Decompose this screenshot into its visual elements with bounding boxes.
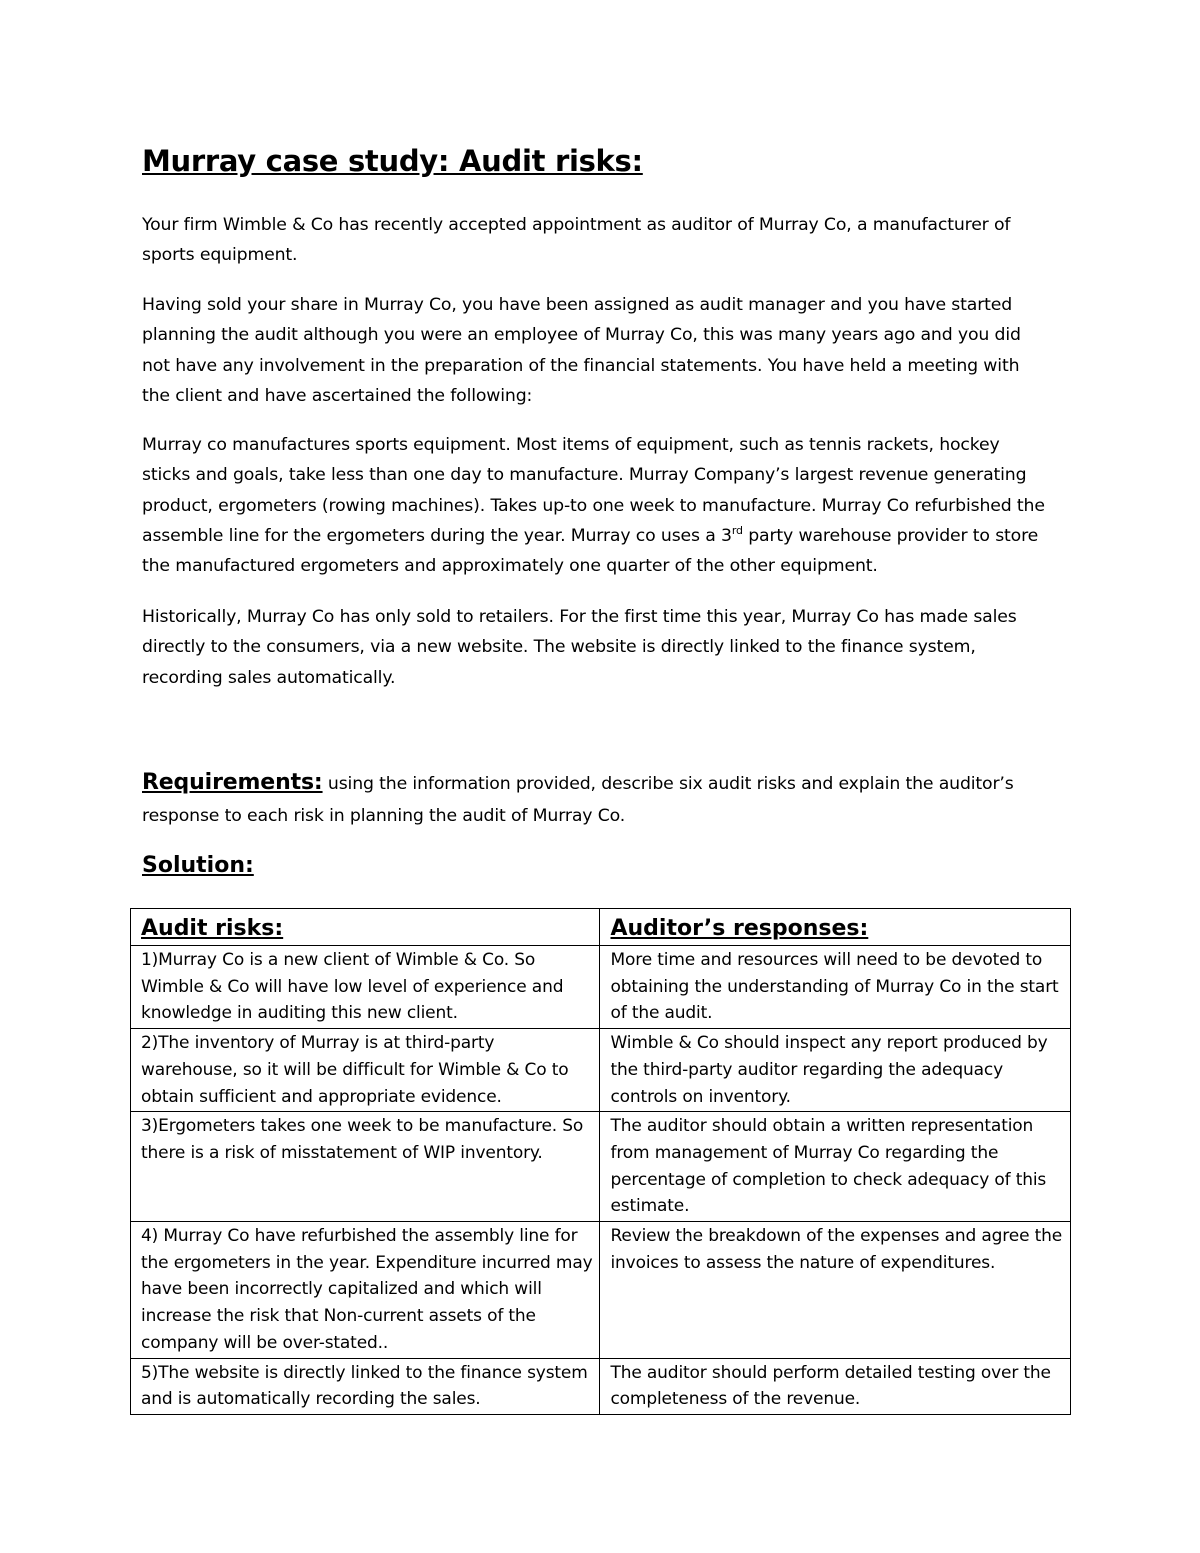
risk-cell: 3)Ergometers takes one week to be manufacture. So there is a risk of misstatement of WIP inventory. [131,1112,600,1222]
table-row [131,1222,1071,1359]
table-header-row [131,909,1071,946]
paragraph-appointment: Your firm Wimble & Co has recently accepted appointment as auditor of Murray Co, a manufacturer of sports equipment. [142,215,1011,266]
table-row [131,1358,1071,1414]
risk-cell: 1)Murray Co is a new client of Wimble & Co. So Wimble & Co will have low level of experience and knowledge in auditing this new client. [131,946,600,1029]
requirements-label: Requirements: [142,770,323,795]
table-row [131,1112,1071,1222]
response-cell: The auditor should obtain a written representation from management of Murray Co regarding the percentage of completion to check adequacy of this estimate. [600,1112,1071,1222]
header-auditor-responses: Auditor’s responses: [600,909,1071,946]
risk-cell: 4) Murray Co have refurbished the assembly line for the ergometers in the year. Expenditure incurred may have been incorrectly capitalized and which will increase the risk that Non-current assets of the company will be over-stated.. [131,1222,600,1359]
header-audit-risks: Audit risks: [131,909,600,946]
response-cell: The auditor should perform detailed testing over the completeness of the revenue. [600,1358,1071,1414]
solution-heading: Solution: [142,853,254,878]
requirements-text: using the information provided, describe six audit risks and explain the auditor’s response to each risk in planning the audit of Murray Co. [142,774,1014,826]
paragraph-sales: Historically, Murray Co has only sold to retailers. For the first time this year, Murray Co has made sales directly to the consumers, via a new website. The website is directly linked to the finance system, recording sales automatically. [142,607,1017,688]
paragraph-operations-text-cont: party warehouse provider to store the manufactured ergometers and approximately one quarter of the other equipment. [142,525,1039,577]
requirements-paragraph [142,767,1052,832]
paragraph-background: Having sold your share in Murray Co, you have been assigned as audit manager and you have started planning the audit although you were an employee of Murray Co, this was many years ago and you did not have any involvement in the preparation of the financial statements. You have held a meeting with the client and have ascertained the following: [142,295,1021,406]
risk-cell: 2)The inventory of Murray is at third-party warehouse, so it will be difficult for Wimble & Co to obtain sufficient and appropriate evidence. [131,1029,600,1112]
response-cell: More time and resources will need to be devoted to obtaining the understanding of Murray Co in the start of the audit. [600,946,1071,1029]
response-cell: Review the breakdown of the expenses and agree the invoices to assess the nature of expenditures. [600,1222,1071,1359]
document-title: Murray case study: Audit risks: [142,144,643,178]
paragraph-operations [142,430,1052,581]
table-row [131,946,1071,1029]
table-row [131,1029,1071,1112]
response-cell: Wimble & Co should inspect any report produced by the third-party auditor regarding the adequacy controls on inventory. [600,1029,1071,1112]
audit-risks-table [130,908,1071,1415]
superscript-ordinal: rd [731,524,743,538]
paragraph-operations-text: Murray co manufactures sports equipment. Most items of equipment, such as tennis rackets, hockey sticks and goals, take less than one day to manufacture. Murray Company’s largest revenue generating product, ergometers (rowing machines). Takes up-to one week to manufacture. Murray Co refurbished the assemble line for the ergometers during the year. Murray co uses a 3 [142,435,1045,546]
risk-cell: 5)The website is directly linked to the finance system and is automatically recording the sales. [131,1358,600,1414]
